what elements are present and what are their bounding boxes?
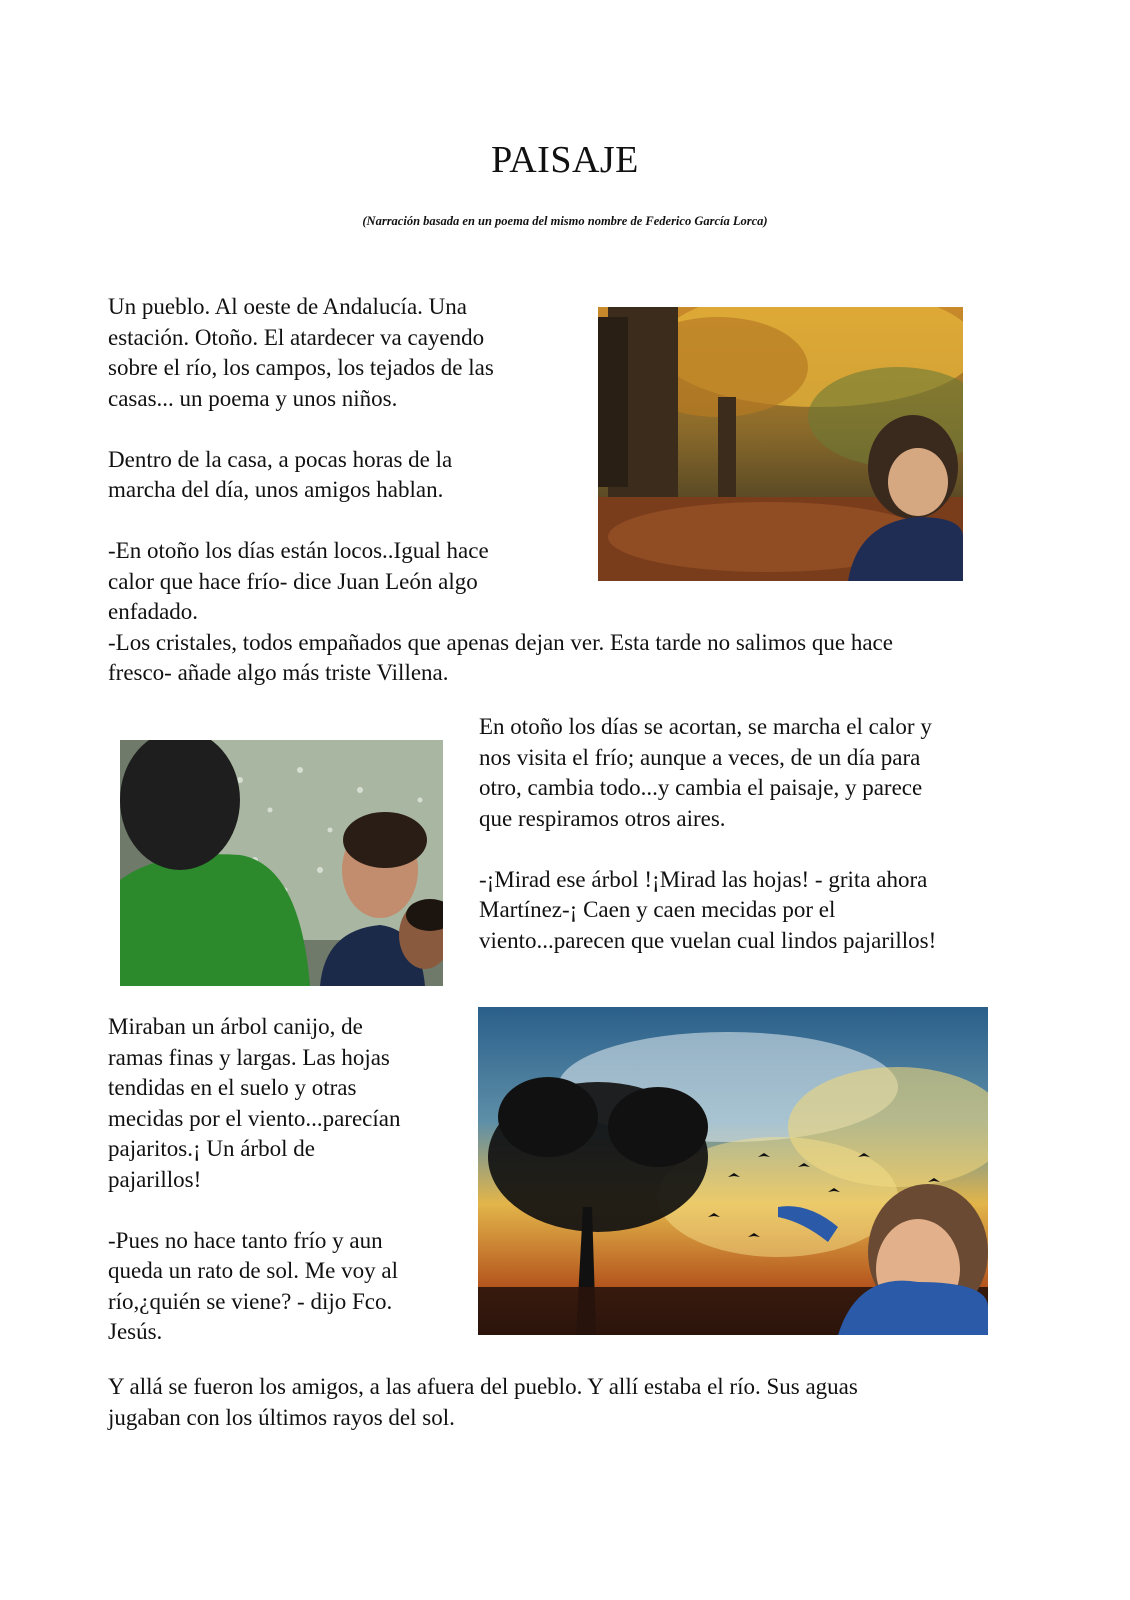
text-line: -En otoño los días están locos..Igual hace [108, 538, 489, 563]
text-line: -Pues no hace tanto frío y aun [108, 1227, 383, 1253]
text-line: mecidas por el viento...parecían [108, 1105, 401, 1131]
text-line: En otoño los días se acortan, se marcha el calor y [479, 714, 932, 739]
text-line: Dentro de la casa, a pocas horas de la [108, 446, 453, 472]
text-line: marcha del día, unos amigos hablan. [108, 477, 444, 502]
page-subtitle: (Narración basada en un poema del mismo nombre de Federico García Lorca) [362, 214, 768, 228]
text-line: que respiramos otros aires. [479, 805, 726, 831]
text-line: -¡Mirad ese árbol !¡Mirad las hojas! - grita ahora [479, 866, 928, 892]
text-line: viento...parecen que vuelan cual lindos pajarillos! [479, 927, 937, 953]
text-line: río,¿quién se viene? - dijo Fco. [108, 1288, 393, 1314]
text-line: queda un rato de sol. Me voy al [108, 1258, 398, 1283]
text-line: calor que hace frío- dice Juan León algo [108, 568, 478, 594]
text-line: Jesús. [108, 1319, 163, 1344]
text-line: Y allá se fueron los amigos, a las afuera del pueblo. Y allí estaba el río. Sus aguas [108, 1374, 858, 1399]
text-line: Un pueblo. Al oeste de Andalucía. Una [108, 294, 467, 319]
text-line: fresco- añade algo más triste Villena. [108, 660, 449, 685]
paragraph-autumn [479, 712, 936, 956]
paragraph-river [108, 1372, 858, 1433]
photo-autumn-forest [598, 307, 963, 581]
text-line: casas... un poema y unos niños. [108, 385, 398, 411]
text-line: jugaban con los últimos rayos del sol. [108, 1404, 455, 1430]
text-line: enfadado. [108, 599, 199, 624]
text-line: otro, cambia todo...y cambia el paisaje, y parece [479, 775, 923, 800]
text-line: pajarillos! [108, 1166, 202, 1192]
text-line: pajaritos.¡ Un árbol de [108, 1136, 315, 1161]
photo-rainy-window [120, 740, 443, 986]
page-title: PAISAJE [491, 139, 639, 181]
text-line: Martínez-¡ Caen y caen mecidas por el [479, 897, 836, 922]
text-line: nos visita el frío; aunque a veces, de un día para [479, 744, 921, 770]
text-line: estación. Otoño. El atardecer va cayendo [108, 324, 485, 350]
text-line: tendidas en el suelo y otras [108, 1075, 357, 1100]
text-line: ramas finas y largas. Las hojas [108, 1044, 390, 1070]
text-line: sobre el río, los campos, los tejados de las [108, 355, 494, 380]
text-line: -Los cristales, todos empañados que apenas dejan ver. Esta tarde no salimos que hace [108, 629, 893, 655]
photo-sunset-tree [478, 1007, 988, 1335]
text-line: Miraban un árbol canijo, de [108, 1014, 363, 1039]
paragraph-tree [108, 1012, 401, 1348]
